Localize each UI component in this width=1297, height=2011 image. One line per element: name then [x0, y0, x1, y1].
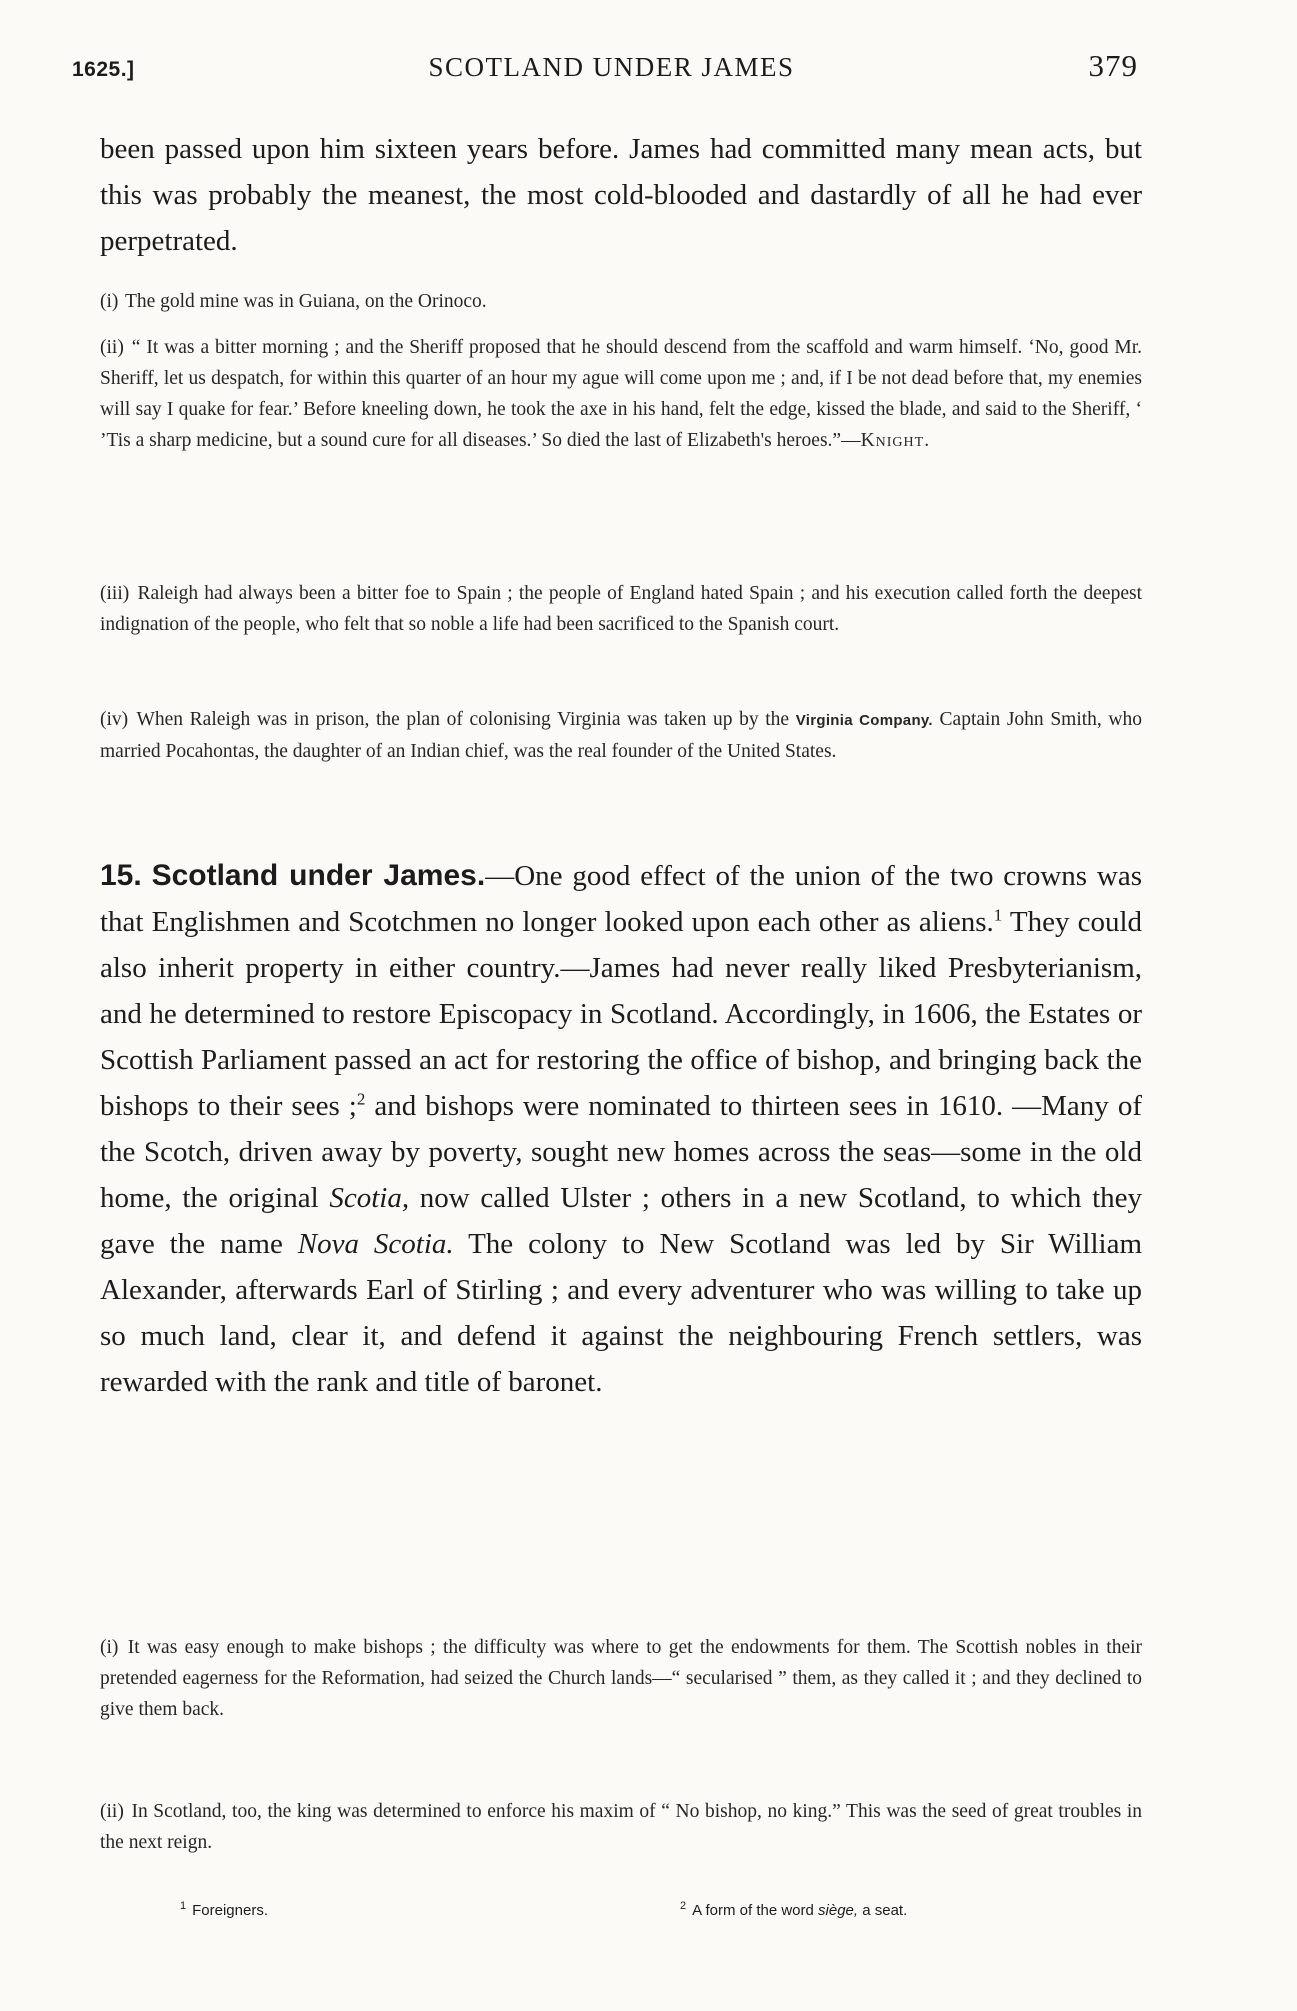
section-text-3: and bishops were nominated to thirteen sees in 1610. —Many of the Scotch, driven away by poverty, sought new homes across the seas—some in the old home, the original [100, 1090, 1142, 1214]
section-text-5: The colony to New Scotland was led by Sir William Alexander, afterwards Earl of Stirling ; and every adventurer who was willing to take up so much land, clear it, and defend it against the neighbouring French settlers, was rewarded with the rank and title of baronet. [100, 1228, 1142, 1398]
section-number: 15. [100, 859, 142, 892]
note-text-cont: Captain John Smith, who married Pocahontas, the daughter of an Indian chief, was the real founder of the United States. [100, 709, 1143, 762]
section-text-4: now called Ulster ; others in a new Scotland, to which they gave the name [100, 1182, 1143, 1260]
scotland-note-1 [100, 1632, 1142, 1725]
footnote-mark: 1 [180, 1900, 187, 1912]
note-text: It was easy enough to make bishops ; the difficulty was where to get the endowments for them. The Scottish nobles in their pretended eagerness for the Reformation, had seized the Church lands—“ secularised ” them, as they called it ; and they declined to give them back. [100, 1637, 1143, 1720]
footnote-text: Foreigners. [192, 1902, 268, 1919]
scotia-term: Scotia, [329, 1182, 410, 1214]
section-heading: Scotland under James. [151, 859, 486, 892]
page-number: 379 [1088, 48, 1138, 83]
footnote-ref-2: 2 [356, 1089, 366, 1109]
note-text: In Scotland, too, the king was determined to enforce his maxim of “ No bishop, no king.” This was the seed of great troubles in the next reign. [100, 1801, 1143, 1853]
footnote-mark: 2 [680, 1900, 687, 1912]
header-date: 1625.] [72, 58, 135, 81]
scotland-note-2 [100, 1796, 1142, 1858]
section-15 [100, 853, 1142, 1405]
section-text-1: —One good effect of the union of the two crowns was that Englishmen and Scotchmen no longer looked upon each other as aliens. [100, 860, 1142, 938]
raleigh-note-4 [100, 704, 1142, 767]
footnote-ref-1: 1 [993, 905, 1003, 925]
note-number: (iii) [100, 583, 130, 604]
footnote-word: siège, [818, 1902, 859, 1919]
footnote-text-cont: a seat. [858, 1902, 908, 1919]
footnote-1 [180, 1900, 268, 1919]
section-text-2: They could also inherit property in either country.—James had never really liked Presbyterianism, and he determined to restore Episcopacy in Scotland. Accordingly, in 1606, the Estates or Scottish Parliament passed an act for restoring the office of bishop, and bringing back the bishops to their sees ; [100, 906, 1142, 1122]
page-footnotes [180, 1900, 1080, 1928]
intro-paragraph: been passed upon him sixteen years before. James had committed many mean acts, but this was probably the meanest, the most cold-blooded and dastardly of all he had ever perpetrated. [100, 133, 1142, 257]
note-text: The gold mine was in Guiana, on the Orinoco. [124, 291, 487, 312]
note-number: (ii) [100, 337, 124, 358]
note-signature: Knight. [860, 430, 931, 451]
note-text: “ It was a bitter morning ; and the Sheriff proposed that he should descend from the scaffold and warm himself. ‘No, good Mr. Sheriff, let us despatch, for within this quarter of an hour my ague will come upon me ; and, if I be not dead before that, my enemies will say I quake for fear.’ Before kneeling down, he took the axe in his hand, felt the edge, kissed the blade, and said to the Sheriff, ‘ ’Tis a sharp medicine, but a sound cure for all diseases.’ So died the last of Elizabeth's heroes.”— [100, 337, 1143, 451]
header-title: SCOTLAND UNDER JAMES [428, 52, 795, 82]
footnote-2 [680, 1900, 907, 1919]
note-number: (iv) [100, 709, 129, 730]
note-number: (i) [100, 1637, 119, 1658]
note-text: Raleigh had always been a bitter foe to Spain ; the people of England hated Spain ; and his execution called forth the deepest indignation of the people, who felt that so noble a life had been sacrificed to the Spanish court. [100, 583, 1143, 635]
nova-scotia-term: Nova Scotia. [297, 1228, 454, 1260]
note-text: When Raleigh was in prison, the plan of colonising Virginia was taken up by the [136, 709, 790, 730]
footnote-text: A form of the word [692, 1902, 819, 1919]
raleigh-note-1 [100, 286, 1142, 317]
note-number: (ii) [100, 1801, 124, 1822]
raleigh-note-2 [100, 332, 1142, 456]
running-head [72, 48, 1138, 88]
virginia-company: Virginia Company. [795, 712, 933, 729]
note-number: (i) [100, 291, 119, 312]
raleigh-note-3 [100, 578, 1142, 640]
